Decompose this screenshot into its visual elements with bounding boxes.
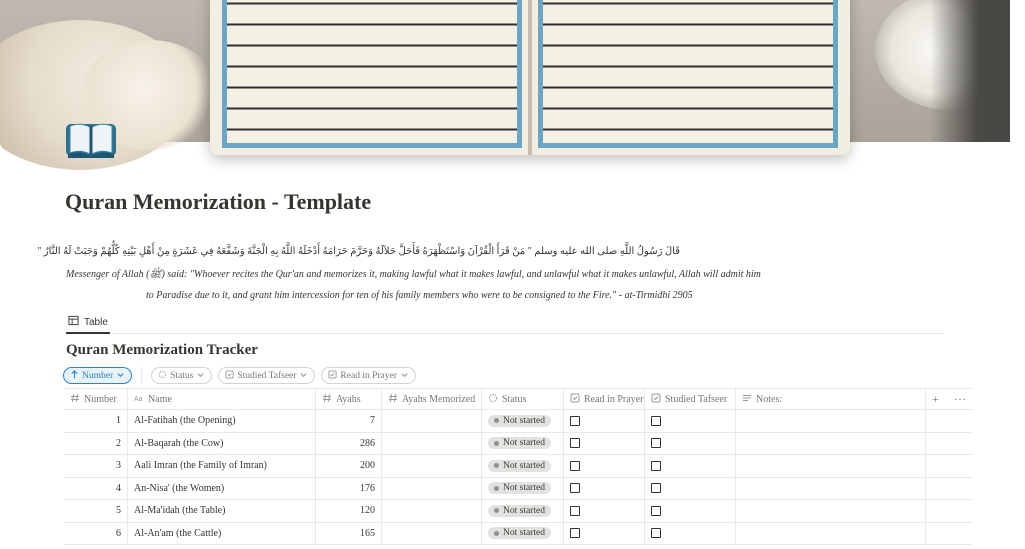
read-in-prayer-checkbox[interactable]	[570, 416, 580, 426]
studied-tafseer-checkbox[interactable]	[651, 461, 661, 471]
cell-read-in-prayer	[564, 455, 645, 477]
cell-status[interactable]	[482, 523, 564, 545]
sort-number-chip[interactable]	[63, 367, 132, 384]
column-label: Ayahs Memorized	[402, 393, 476, 405]
column-header-prayer[interactable]	[564, 389, 645, 409]
cell-ayahs[interactable]	[316, 523, 382, 545]
table-row[interactable]	[64, 478, 972, 501]
studied-tafseer-checkbox[interactable]	[651, 483, 661, 493]
column-label: Ayahs	[336, 393, 361, 405]
column-header-tafseer[interactable]	[645, 389, 736, 409]
tab-label: Table	[84, 316, 108, 328]
status-label: Not started	[503, 528, 545, 539]
status-dot-icon	[494, 418, 499, 423]
status-label: Not started	[503, 483, 545, 494]
table-row[interactable]	[64, 433, 972, 456]
read-in-prayer-checkbox[interactable]	[570, 506, 580, 516]
svg-text:Aa: Aa	[134, 395, 143, 403]
column-header-number[interactable]	[64, 389, 128, 409]
tab-table[interactable]	[66, 312, 110, 334]
row-number: 2	[116, 437, 121, 449]
status-badge	[488, 505, 551, 517]
lines-icon	[742, 393, 752, 406]
status-label: Not started	[503, 505, 545, 516]
status-dot-icon	[494, 441, 499, 446]
filter-prayer-chip[interactable]	[321, 367, 415, 384]
more-options-button[interactable]: ···	[954, 391, 966, 406]
status-label: Not started	[503, 438, 545, 449]
table-icon	[68, 315, 79, 329]
cell-spacer	[926, 410, 972, 432]
cell-notes[interactable]	[736, 478, 926, 500]
cell-notes[interactable]	[736, 433, 926, 455]
cell-name[interactable]	[128, 410, 316, 432]
table-row[interactable]	[64, 410, 972, 433]
cell-spacer	[926, 500, 972, 522]
cell-number[interactable]	[64, 433, 128, 455]
table-row[interactable]	[64, 455, 972, 478]
cell-notes[interactable]	[736, 410, 926, 432]
read-in-prayer-checkbox[interactable]	[570, 483, 580, 493]
surah-name: Al-Fatihah (the Opening)	[134, 415, 236, 427]
row-number: 3	[116, 460, 121, 472]
status-badge	[488, 415, 551, 427]
checkbox-icon	[225, 370, 234, 382]
quote-translation-line: Messenger of Allah (ﷺ) said: "Whoever recites the Qur'an and memorizes it, making lawful what it makes lawful, and unlawful what it makes unlawful, Allah will admit him	[66, 269, 761, 280]
cover-image	[0, 0, 1005, 142]
status-icon	[488, 393, 498, 406]
cell-studied-tafseer	[645, 433, 736, 455]
cell-read-in-prayer	[564, 433, 645, 455]
column-header-ayahs[interactable]	[316, 389, 382, 409]
page-title[interactable]: Quran Memorization - Template	[65, 189, 372, 214]
status-badge	[488, 527, 551, 539]
chevron-down-icon	[116, 370, 125, 382]
column-header-status[interactable]	[482, 389, 564, 409]
cell-ayahs[interactable]	[316, 478, 382, 500]
row-number: 4	[116, 482, 121, 494]
cell-ayahs[interactable]	[316, 410, 382, 432]
quote-translation-line: to Paradise due to it, and grant him intercession for ten of his family members who were to be consigned to the Fire." - at-Tirmidhi 2905	[146, 290, 693, 301]
hash-icon	[388, 393, 398, 406]
cell-name[interactable]	[128, 455, 316, 477]
cell-memorized[interactable]	[382, 410, 482, 432]
column-label: Status	[502, 393, 527, 405]
read-in-prayer-checkbox[interactable]	[570, 528, 580, 538]
cell-ayahs[interactable]	[316, 500, 382, 522]
ayah-count: 120	[360, 505, 375, 517]
cell-number[interactable]	[64, 478, 128, 500]
chevron-down-icon	[196, 370, 205, 382]
surah-name: Al-Ma'idah (the Table)	[134, 505, 226, 517]
hash-icon	[70, 393, 80, 406]
read-in-prayer-checkbox[interactable]	[570, 461, 580, 471]
cell-number[interactable]	[64, 500, 128, 522]
status-dot-icon	[494, 531, 499, 536]
chip-label: Studied Tafseer	[237, 370, 297, 381]
cell-studied-tafseer	[645, 455, 736, 477]
studied-tafseer-checkbox[interactable]	[651, 528, 661, 538]
chevron-down-icon	[299, 370, 308, 382]
cell-memorized[interactable]	[382, 523, 482, 545]
chevron-down-icon	[400, 370, 409, 382]
cell-memorized[interactable]	[382, 500, 482, 522]
column-actions	[926, 389, 972, 409]
cell-studied-tafseer	[645, 500, 736, 522]
cell-spacer	[926, 433, 972, 455]
cell-read-in-prayer	[564, 410, 645, 432]
cell-name[interactable]	[128, 478, 316, 500]
cell-status[interactable]	[482, 433, 564, 455]
ayah-count: 176	[360, 482, 375, 494]
row-number: 5	[116, 505, 121, 517]
ayah-count: 7	[370, 415, 375, 427]
divider	[141, 367, 142, 384]
filter-status-chip[interactable]	[151, 367, 212, 384]
surah-name: Aali Imran (the Family of Imran)	[134, 460, 268, 472]
row-number: 6	[116, 527, 121, 539]
status-label: Not started	[503, 415, 545, 426]
cover-book-page	[538, 0, 838, 148]
cell-studied-tafseer	[645, 410, 736, 432]
column-header-name[interactable]	[128, 389, 316, 409]
quote-arabic: قَالَ رَسُولُ اللَّهِ صلى الله عليه وسلم " مَنْ قَرَأَ الْقُرْآنَ وَاسْتَظْهَرَهُ فَأَحَلَّ حَلاَلَهُ وَحَرَّمَ حَرَامَهُ أَدْخَلَهُ اللَّهُ بِهِ الْجَنَّةَ وَشَفَّعَهُ فِي عَشَرَةٍ مِنْ أَهْلِ بَيْتِهِ كُلُّهُمْ وَجَبَتْ لَهُ النَّارُ "	[37, 246, 680, 257]
cell-number[interactable]	[64, 523, 128, 545]
studied-tafseer-checkbox[interactable]	[651, 506, 661, 516]
cell-studied-tafseer	[645, 478, 736, 500]
cell-status[interactable]	[482, 455, 564, 477]
filter-bar	[63, 367, 416, 384]
cell-status[interactable]	[482, 410, 564, 432]
status-dot-icon	[494, 486, 499, 491]
cell-notes[interactable]	[736, 523, 926, 545]
cell-status[interactable]	[482, 500, 564, 522]
cell-number[interactable]	[64, 455, 128, 477]
status-badge	[488, 460, 551, 472]
table-header	[64, 388, 972, 410]
surah-name: Al-Baqarah (the Cow)	[134, 437, 224, 449]
column-label: Name	[148, 393, 172, 405]
surah-name: An-Nisa' (the Women)	[134, 482, 225, 494]
cell-name[interactable]	[128, 500, 316, 522]
cell-spacer	[926, 523, 972, 545]
status-badge	[488, 437, 551, 449]
cell-studied-tafseer	[645, 523, 736, 545]
checkbox-icon	[328, 370, 337, 382]
arrow-up-icon	[70, 370, 79, 382]
ayah-count: 200	[360, 460, 375, 472]
cover-book	[210, 0, 850, 155]
status-badge	[488, 482, 551, 494]
hash-icon	[322, 393, 332, 406]
database-title[interactable]: Quran Memorization Tracker	[66, 342, 258, 358]
table-row[interactable]	[64, 500, 972, 523]
cell-notes[interactable]	[736, 500, 926, 522]
checkbox-icon	[651, 393, 661, 406]
studied-tafseer-checkbox[interactable]	[651, 438, 661, 448]
studied-tafseer-checkbox[interactable]	[651, 416, 661, 426]
cell-ayahs[interactable]	[316, 455, 382, 477]
cell-ayahs[interactable]	[316, 433, 382, 455]
text-icon	[134, 393, 144, 406]
filter-tafseer-chip[interactable]	[218, 367, 315, 384]
open-book-icon[interactable]	[64, 118, 118, 160]
ayah-count: 286	[360, 437, 375, 449]
cover-book-page	[222, 0, 522, 148]
column-header-memorized[interactable]	[382, 389, 482, 409]
read-in-prayer-checkbox[interactable]	[570, 438, 580, 448]
cell-notes[interactable]	[736, 455, 926, 477]
column-label: Notes:	[756, 393, 783, 405]
cell-read-in-prayer	[564, 500, 645, 522]
cell-spacer	[926, 455, 972, 477]
table-row[interactable]	[64, 523, 972, 546]
cover-book-spine	[528, 0, 532, 155]
cell-status[interactable]	[482, 478, 564, 500]
cell-read-in-prayer	[564, 523, 645, 545]
column-label: Read in Prayer	[584, 393, 644, 405]
cell-spacer	[926, 478, 972, 500]
ayah-count: 165	[360, 527, 375, 539]
cover-shadow	[930, 0, 1010, 142]
view-tabs	[64, 312, 944, 334]
cell-memorized[interactable]	[382, 455, 482, 477]
column-label: Number	[84, 393, 117, 405]
cell-read-in-prayer	[564, 478, 645, 500]
cell-number[interactable]	[64, 410, 128, 432]
cell-name[interactable]	[128, 523, 316, 545]
cell-name[interactable]	[128, 433, 316, 455]
chip-label: Status	[170, 370, 194, 381]
status-dot-icon	[494, 463, 499, 468]
row-number: 1	[116, 415, 121, 427]
status-dot-icon	[494, 508, 499, 513]
cell-memorized[interactable]	[382, 433, 482, 455]
status-label: Not started	[503, 460, 545, 471]
chip-label: Read in Prayer	[340, 370, 397, 381]
status-icon	[158, 370, 167, 382]
add-column-button[interactable]: +	[932, 391, 939, 406]
column-header-notes[interactable]	[736, 389, 926, 409]
tracker-table	[64, 388, 972, 545]
checkbox-icon	[570, 393, 580, 406]
surah-name: Al-An'am (the Cattle)	[134, 527, 222, 539]
cell-memorized[interactable]	[382, 478, 482, 500]
column-label: Studied Tafseer	[665, 393, 728, 405]
chip-label: Number	[82, 370, 114, 381]
